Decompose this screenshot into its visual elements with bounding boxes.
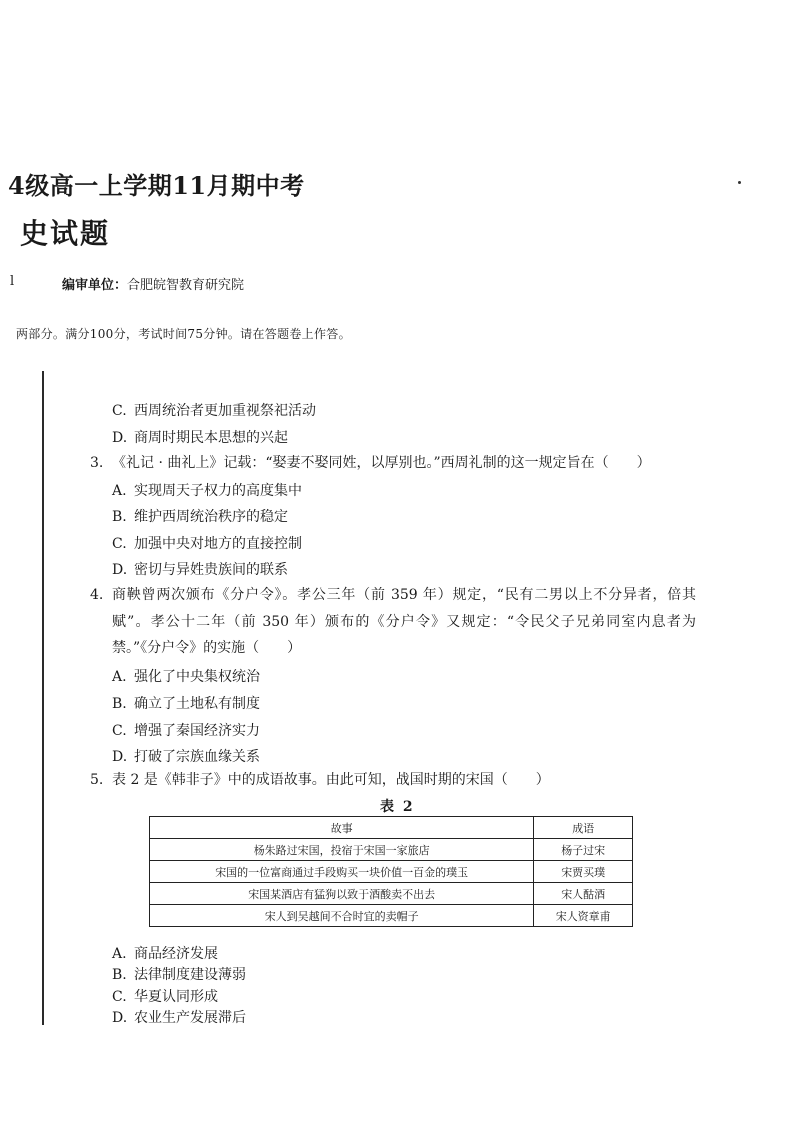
option-text: 强化了中央集权统治: [134, 669, 260, 685]
q3-option-b: [112, 506, 288, 526]
table-header-row: [150, 817, 633, 839]
binding-margin-line: [42, 371, 44, 1025]
q4-option-d: [112, 746, 260, 766]
option-letter: C.: [112, 536, 127, 552]
question-number: 5.: [90, 772, 104, 788]
table-caption: 表 2: [380, 799, 415, 815]
option-letter: B.: [112, 696, 127, 712]
table-cell-idiom: 宋贾买璞: [534, 861, 633, 883]
exam-title-line2: 史试题: [20, 217, 111, 250]
table-row: [150, 905, 633, 927]
option-letter: D.: [112, 430, 128, 446]
option-letter: B.: [112, 967, 127, 983]
story-idiom-table: [149, 816, 633, 927]
option-text: 密切与异姓贵族间的联系: [134, 562, 288, 578]
scan-speck: [738, 181, 741, 184]
table-header-story: 故事: [150, 817, 534, 839]
q4-option-a: [112, 666, 260, 686]
exam-instructions: 两部分。满分100分，考试时间75分钟。请在答题卷上作答。: [16, 327, 351, 341]
q5-option-b: [112, 964, 246, 984]
editing-unit-label: 编审单位：: [62, 278, 128, 293]
option-text: 西周统治者更加重视祭祀活动: [134, 403, 316, 419]
option-text: 法律制度建设薄弱: [134, 967, 246, 983]
table-cell-story: 宋国某酒店有猛狗以致于酒酸卖不出去: [150, 883, 534, 905]
q4-option-b: [112, 693, 260, 713]
option-text: 农业生产发展滞后: [134, 1010, 246, 1026]
q5-option-d: [112, 1007, 246, 1027]
table-row: [150, 883, 633, 905]
option-letter: A.: [112, 946, 127, 962]
option-letter: C.: [112, 403, 127, 419]
q3-option-c: [112, 533, 302, 553]
q3-option-d: [112, 559, 288, 579]
q2-option-c: [112, 400, 316, 420]
option-letter: C.: [112, 723, 127, 739]
table-row: [150, 861, 633, 883]
editing-unit: [62, 274, 244, 293]
option-letter: A.: [112, 669, 127, 685]
option-text: 确立了土地私有制度: [134, 696, 260, 712]
q5-option-c: [112, 986, 218, 1006]
option-text: 打破了宗族血缘关系: [134, 749, 260, 765]
editing-unit-value: 合肥皖智教育研究院: [127, 278, 245, 293]
option-text: 商周时期民本思想的兴起: [134, 430, 288, 446]
cropped-char: l: [10, 274, 15, 289]
table-cell-idiom: 宋人酤酒: [534, 883, 633, 905]
option-text: 维护西周统治秩序的稳定: [134, 509, 288, 525]
table-cell-idiom: 杨子过宋: [534, 839, 633, 861]
option-text: 实现周天子权力的高度集中: [134, 483, 302, 499]
option-letter: A.: [112, 483, 127, 499]
table-cell-story: 宋人到吴越间不合时宜的卖帽子: [150, 905, 534, 927]
question-stem: 商鞅曾两次颁布《分户令》。孝公三年（前 359 年）规定，“民有二男以上不分异者，倍其赋”。孝公十二年（前 350 年）颁布的《分户令》又规定：“令民父子兄弟同室内息者为禁。”《分户令》的实施（ ）: [112, 587, 696, 656]
option-letter: D.: [112, 562, 128, 578]
option-letter: D.: [112, 749, 128, 765]
option-text: 增强了秦国经济实力: [134, 723, 260, 739]
table-cell-story: 宋国的一位富商通过手段购买一块价值一百金的璞玉: [150, 861, 534, 883]
question-number: 3.: [90, 455, 104, 471]
q3-option-a: [112, 480, 302, 500]
table-header-idiom: 成语: [534, 817, 633, 839]
option-letter: C.: [112, 989, 127, 1005]
option-text: 华夏认同形成: [134, 989, 218, 1005]
table-cell-story: 杨朱路过宋国，投宿于宋国一家旅店: [150, 839, 534, 861]
table-row: [150, 839, 633, 861]
question-stem: 表 2 是《韩非子》中的成语故事。由此可知，战国时期的宋国（ ）: [112, 772, 550, 788]
table-cell-idiom: 宋人资章甫: [534, 905, 633, 927]
question-number: 4.: [90, 587, 104, 603]
exam-title-line1: 4级高一上学期11月期中考: [8, 171, 305, 200]
q2-option-d: [112, 427, 288, 447]
option-text: 加强中央对地方的直接控制: [134, 536, 302, 552]
question-stem: 《礼记 · 曲礼上》记载：“娶妻不娶同姓，以厚别也。”西周礼制的这一规定旨在（ ）: [112, 455, 651, 471]
q4-option-c: [112, 720, 260, 740]
option-text: 商品经济发展: [134, 946, 218, 962]
q5-option-a: [112, 943, 218, 963]
option-letter: D.: [112, 1010, 128, 1026]
option-letter: B.: [112, 509, 127, 525]
